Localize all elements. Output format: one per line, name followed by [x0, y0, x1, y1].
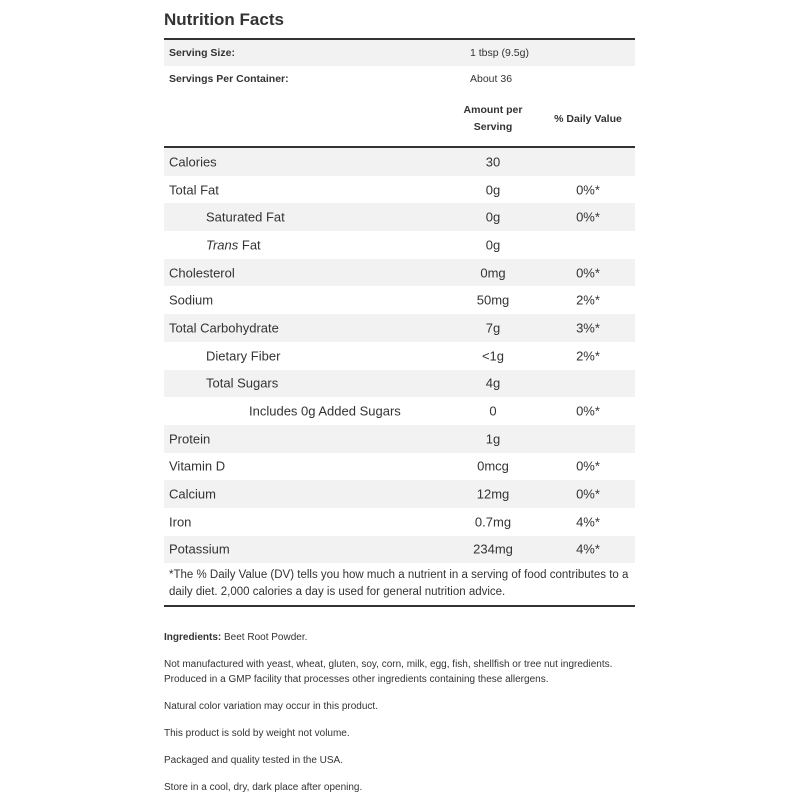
nutrient-amount: 7g	[485, 320, 501, 336]
nutrient-name: Protein	[169, 431, 211, 447]
nutrient-dv: 0%*	[576, 265, 600, 281]
nutrient-name: Saturated Fat	[206, 209, 285, 225]
serving-size-label: Serving Size:	[169, 47, 235, 59]
nutrient-name	[206, 237, 261, 252]
nutrient-name: Sodium	[169, 292, 214, 308]
nutrient-dv: 4%*	[576, 514, 600, 530]
nutrient-amount: 0.7mg	[474, 514, 512, 530]
nutrient-amount: 0	[489, 403, 497, 419]
daily-value-footnote: *The % Daily Value (DV) tells you how much a nutrient in a serving of food contributes to a daily diet. 2,000 calories a day is used for general nutrition advice.	[169, 569, 629, 599]
nutrient-amount: 1g	[485, 431, 501, 447]
nutrient-row-total-fat	[164, 176, 635, 204]
nutrient-row-calcium	[164, 480, 635, 508]
nutrient-row-total-sugars	[164, 370, 635, 398]
storage-note: Store in a cool, dry, dark place after opening.	[164, 782, 363, 793]
nutrient-dv: 0%*	[576, 458, 600, 474]
nutrient-dv: 2%*	[576, 348, 600, 364]
ingredients-value: Beet Root Powder.	[221, 632, 308, 643]
amount-header-line1: Amount per	[463, 104, 523, 116]
serving-size-value: 1 tbsp (9.5g)	[470, 47, 529, 59]
color-note: Natural color variation may occur in this product.	[164, 701, 378, 712]
daily-value-header: % Daily Value	[554, 113, 622, 125]
nutrient-row-saturated-fat	[164, 203, 635, 231]
nutrient-row-vitamin-d	[164, 453, 635, 481]
column-header-row	[164, 92, 635, 146]
ingredients-line	[164, 630, 644, 645]
nutrient-row-trans-fat	[164, 231, 635, 259]
nutrient-name: Calcium	[169, 486, 216, 502]
nutrient-name: Total Sugars	[206, 375, 279, 391]
nutrient-amount: <1g	[481, 348, 505, 364]
allergen-line-2: Produced in a GMP facility that processes other ingredients containing these allergens.	[164, 674, 549, 685]
nutrient-name: Total Fat	[169, 182, 219, 198]
nutrient-dv: 0%*	[576, 403, 600, 419]
nutrient-name: Includes 0g Added Sugars	[249, 403, 401, 419]
nutrient-name: Total Carbohydrate	[169, 320, 279, 336]
nutrient-name: Dietary Fiber	[206, 348, 281, 364]
nutrient-row-cholesterol	[164, 259, 635, 287]
packaged-note: Packaged and quality tested in the USA.	[164, 755, 344, 766]
nutrient-name: Iron	[169, 514, 192, 530]
nutrient-dv: 3%*	[576, 320, 600, 336]
servings-per-container-label: Servings Per Container:	[169, 73, 289, 85]
ingredients-label: Ingredients:	[164, 632, 222, 643]
nutrient-name: Calories	[169, 154, 217, 170]
amount-header-line2: Serving	[473, 121, 513, 133]
nutrient-amount: 0mcg	[477, 458, 509, 474]
nutrient-row-dietary-fiber	[164, 342, 635, 370]
nutrient-name: Potassium	[169, 541, 230, 557]
nutrient-dv: 2%*	[576, 292, 600, 308]
nutrient-amount: 234mg	[473, 541, 513, 557]
nutrient-name: Vitamin D	[169, 458, 226, 474]
servings-per-container-value: About 36	[470, 73, 513, 85]
weight-note: This product is sold by weight not volume.	[164, 728, 350, 739]
nutrient-name: Cholesterol	[169, 265, 235, 281]
nutrient-row-sodium	[164, 286, 635, 314]
nutrient-row-iron	[164, 508, 635, 536]
nutrient-row-potassium	[164, 536, 635, 564]
nutrient-dv: 0%*	[576, 486, 600, 502]
allergen-line-1: Not manufactured with yeast, wheat, gluten, soy, corn, milk, egg, fish, shellfish or tree nut ingredients.	[164, 659, 613, 670]
bottom-rule	[164, 605, 635, 607]
allergen-statement	[164, 657, 644, 687]
product-notes	[164, 630, 644, 800]
serving-size-row	[164, 40, 635, 66]
nutrient-row-calories	[164, 148, 635, 176]
nutrient-dv: 0%*	[576, 209, 600, 225]
nutrition-facts-title: Nutrition Facts	[164, 10, 284, 29]
nutrient-row-total-carbohydrate	[164, 314, 635, 342]
nutrient-amount: 12mg	[476, 486, 510, 502]
nutrient-amount: 0g	[485, 237, 501, 253]
nutrition-table	[164, 38, 635, 607]
nutrient-row-added-sugars	[164, 397, 635, 425]
nutrient-dv: 0%*	[576, 182, 600, 198]
trans-suffix: Fat	[238, 237, 261, 253]
nutrient-dv: 4%*	[576, 541, 600, 557]
servings-per-container-row	[164, 66, 635, 92]
nutrient-amount: 30	[485, 154, 501, 170]
nutrient-amount: 50mg	[476, 292, 510, 308]
nutrient-amount: 0mg	[480, 265, 506, 281]
nutrient-amount: 0g	[485, 182, 501, 198]
nutrient-amount: 0g	[485, 209, 501, 225]
nutrient-row-protein	[164, 425, 635, 453]
trans-italic: Trans	[206, 237, 239, 253]
amount-per-serving-header	[448, 102, 538, 136]
nutrient-amount: 4g	[485, 375, 501, 391]
